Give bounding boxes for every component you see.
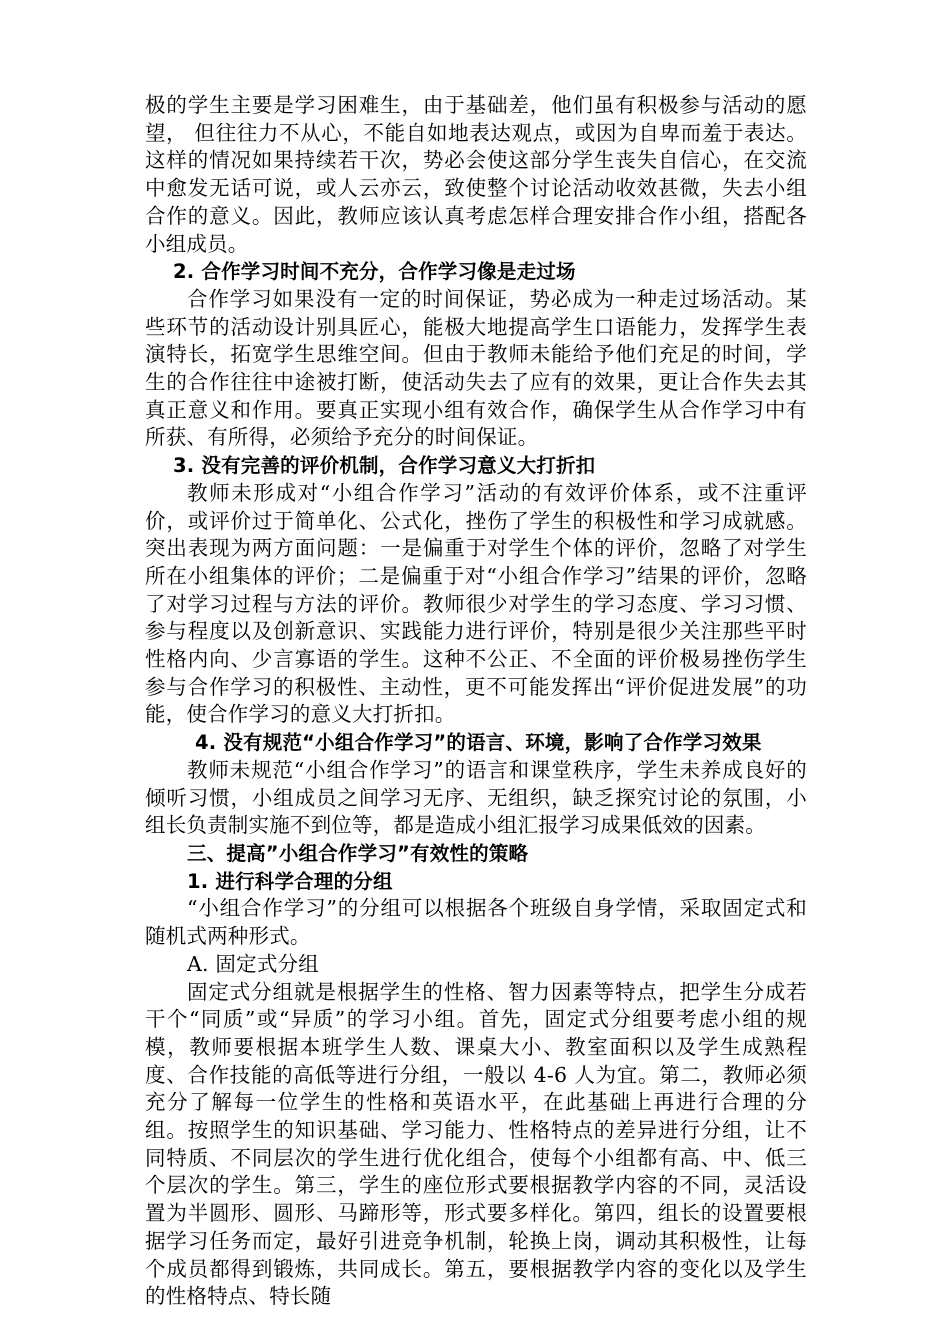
heading-4-language-environment: 4. 没有规范“小组合作学习”的语言、环境，影响了合作学习效果 [195, 731, 762, 755]
heading-1-grouping: 1. 进行科学合理的分组 [187, 869, 393, 893]
document-page [145, 92, 807, 1311]
paragraph-grouping: “小组合作学习”的分组可以根据各个班级自身学情，采取固定式和随机式两种形式。 [145, 896, 807, 949]
heading-2-insufficient-time: 2. 合作学习时间不充分，合作学习像是走过场 [173, 260, 576, 284]
paragraph-evaluation: 教师未形成对“小组合作学习”活动的有效评价体系，或不注重评价，或评价过于简单化、公式化，挫伤了学生的积极性和学习成就感。突出表现为两方面问题：一是偏重于对学生个体的评价，忽略了对学生所在小组集体的评价；二是偏重于对“小组合作学习”结果的评价，忽略了对学习过程与方法的评价。教师很少对学生的学习态度、学习习惯、参与程度以及创新意识、实践能力进行评价，特别是很少关注那些平时性格内向、少言寡语的学生。这种不公正、不全面的评价极易挫伤学生参与合作学习的积极性、主动性，更不可能发挥出“评价促进发展”的功能，使合作学习的意义大打折扣。 [145, 480, 807, 727]
paragraph-language-environment: 教师未规范“小组合作学习”的语言和课堂秩序，学生未养成良好的倾听习惯，小组成员之间学习无序、无组织，缺乏探究讨论的氛围，小组长负责制实施不到位等，都是造成小组汇报学习成果低效的因素。 [145, 757, 807, 838]
heading-3-evaluation: 3. 没有完善的评价机制，合作学习意义大打折扣 [173, 454, 596, 478]
section-heading-strategies: 三、提高”小组合作学习”有效性的策略 [187, 841, 529, 865]
paragraph-fixed-grouping: 固定式分组就是根据学生的性格、智力因素等特点，把学生分成若干个“同质”或“异质”的学习小组。首先，固定式分组要考虑小组的规模，教师要根据本班学生人数、课桌大小、教室面积以及学生成熟程度、合作技能的高低等进行分组，一般以 4-6 人为宜。第二，教师必须充分了解每一位学生的性格和英语水平，在此基础上再进行合理的分组。按照学生的知识基础、学习能力、性格特点的差异进行分组，让不同特质、不同层次的学生进行优化组合，使每个小组都有高、中、低三个层次的学生。第三，学生的座位形式要根据教学内容的不同，灵活设置为半圆形、圆形、马蹄形等，形式要多样化。第四，组长的设置要根据学习任务而定，最好引进竞争机制，轮换上岗，调动其积极性，让每个成员都得到锻炼，共同成长。第五，要根据教学内容的变化以及学生的性格特点、特长随 [145, 979, 807, 1309]
paragraph-time: 合作学习如果没有一定的时间保证，势必成为一种走过场活动。某些环节的活动设计别具匠心，能极大地提高学生口语能力，发挥学生表演特长，拓宽学生思维空间。但由于教师未能给予他们充足的时间，学生的合作往往中途被打断，使活动失去了应有的效果，更让合作失去其真正意义和作用。要真正实现小组有效合作，确保学生从合作学习中有所获、有所得，必须给予充分的时间保证。 [145, 286, 807, 450]
paragraph-continuation: 极的学生主要是学习困难生，由于基础差，他们虽有积极参与活动的愿望， 但往往力不从心，不能自如地表达观点，或因为自卑而羞于表达。这样的情况如果持续若干次，势必会使这部分学生丧失自信心，在交流中愈发无话可说，或人云亦云，致使整个讨论活动收效甚微，失去小组合作的意义。因此，教师应该认真考虑怎样合理安排合作小组，搭配各小组成员。 [145, 93, 807, 256]
subheading-fixed-grouping: A. 固定式分组 [187, 951, 319, 976]
